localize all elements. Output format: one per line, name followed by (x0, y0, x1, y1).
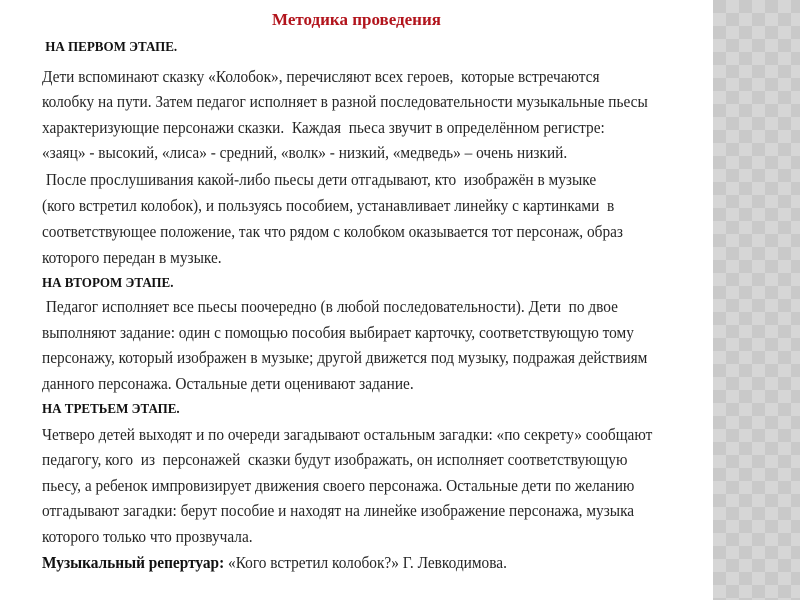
stage3-heading: НА ТРЕТЬЕМ ЭТАПЕ. (42, 402, 180, 417)
stage3-line: которого только что прозвучала. (42, 527, 253, 546)
stage1-line: характеризующие персонажи сказки. Каждая пьеса звучит в определённом регистре: (42, 118, 605, 137)
repertoire-label: Музыкальный репертуар: (42, 553, 225, 572)
stage1-line: которого передан в музыке. (42, 248, 222, 267)
stage2-heading: НА ВТОРОМ ЭТАПЕ. (42, 276, 174, 291)
stage1-line: «заяц» - высокий, «лиса» - средний, «волк» - низкий, «медведь» – очень низкий. (42, 143, 568, 162)
stage1-line: соответствующее положение, так что рядом с колобком оказывается тот персонаж, образ (42, 222, 624, 241)
repertoire-value: «Кого встретил колобок?» Г. Левкодимова. (224, 553, 507, 572)
repertoire (42, 553, 507, 573)
stage3-line: отгадывают загадки: берут пособие и находят на линейке изображение персонажа, музыка (42, 501, 635, 520)
stage1-heading: НА ПЕРВОМ ЭТАПЕ. (42, 40, 178, 55)
stage2-line: выполняют задание: один с помощью пособия выбирает карточку, соответствующую тому (42, 323, 634, 342)
decorative-side-stripe (713, 0, 800, 600)
stage2-line: Педагог исполняет все пьесы поочередно (в любой последовательности). Дети по двое (42, 297, 618, 316)
stage1-line: Дети вспоминают сказку «Колобок», перечисляют всех героев, которые встречаются (42, 67, 600, 86)
stage3-line: Четверо детей выходят и по очереди загадывают остальным загадки: «по секрету» сообщают (42, 425, 653, 444)
stage1-line: (кого встретил колобок), и пользуясь пособием, устанавливает линейку с картинками в (42, 196, 615, 215)
stage1-line: После прослушивания какой-либо пьесы дети отгадывают, кто изображён в музыке (42, 170, 597, 189)
slide-title: Методика проведения (272, 10, 441, 29)
stage2-line: данного персонажа. Остальные дети оценивают задание. (42, 374, 414, 393)
stage3-line: пьесу, а ребенок импровизирует движения своего персонажа. Остальные дети по желанию (42, 476, 635, 495)
stage2-line: персонажу, который изображен в музыке; другой движется под музыку, подражая действиям (42, 348, 648, 367)
stage3-line: педагогу, кого из персонажей сказки будут изображать, он исполняет соответствующую (42, 450, 628, 469)
stage1-line: колобку на пути. Затем педагог исполняет в разной последовательности музыкальные пьесы (42, 92, 648, 111)
